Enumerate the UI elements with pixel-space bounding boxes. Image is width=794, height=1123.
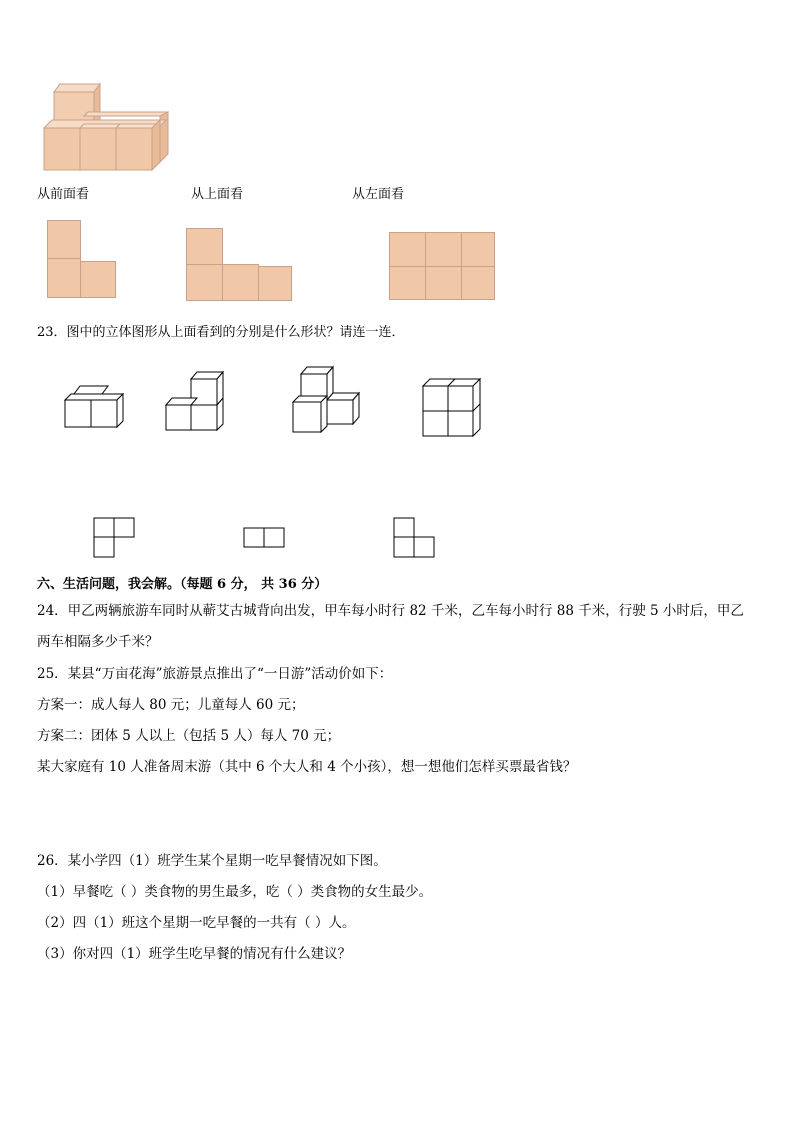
top-view-option-2: [243, 527, 287, 549]
question-26-line-1: 26．某小学四（1）班学生某个星期一吃早餐情况如下图。: [37, 853, 387, 869]
left-view-label: 从左面看: [352, 187, 405, 202]
top-view-option-3: [393, 517, 437, 559]
front-view-shape: [47, 220, 119, 300]
left-view-shape: [389, 232, 497, 302]
solid-figure-2: [164, 370, 228, 432]
top-view-option-1: [93, 517, 137, 559]
question-24-line-2: 两车相隔多少千米？: [37, 634, 159, 650]
question-26-line-3: （2）四（1）班这个星期一吃早餐的一共有（ ）人。: [37, 915, 356, 931]
front-view-label: 从前面看: [37, 187, 90, 202]
question-25-line-1: 25．某县“万亩花海”旅游景点推出了“一日游”活动价如下：: [37, 666, 393, 682]
question-23: 23．图中的立体图形从上面看到的分别是什么形状？请连一连．: [37, 325, 405, 340]
solid-figure-4: [421, 377, 483, 439]
question-26-line-4: （3）你对四（1）班学生吃早餐的情况有什么建议？: [37, 946, 352, 962]
question-26-line-2: （1）早餐吃（ ）类食物的男生最多，吃（ ）类食物的女生最少。: [37, 884, 433, 900]
section-6-heading: 六、生活问题，我会解。（每题 6 分， 共 36 分）: [37, 577, 328, 592]
solid-figure-3: [291, 364, 363, 436]
question-25-line-2: 方案一：成人每人 80 元；儿童每人 60 元；: [37, 697, 305, 713]
question-25-line-3: 方案二：团体 5 人以上（包括 5 人）每人 70 元；: [37, 728, 341, 744]
cube-figure-3d: [40, 80, 175, 175]
solid-figure-1: [64, 384, 126, 430]
question-24-line-1: 24．甲乙两辆旅游车同时从蕲艾古城背向出发，甲车每小时行 82 千米，乙车每小时行 88 千米，行驶 5 小时后，甲乙: [37, 603, 744, 619]
top-view-label: 从上面看: [191, 187, 244, 202]
question-25-line-4: 某大家庭有 10 人准备周末游（其中 6 个大人和 4 个小孩），想一想他们怎样买票最省钱？: [37, 759, 577, 775]
top-view-shape: [186, 228, 294, 302]
